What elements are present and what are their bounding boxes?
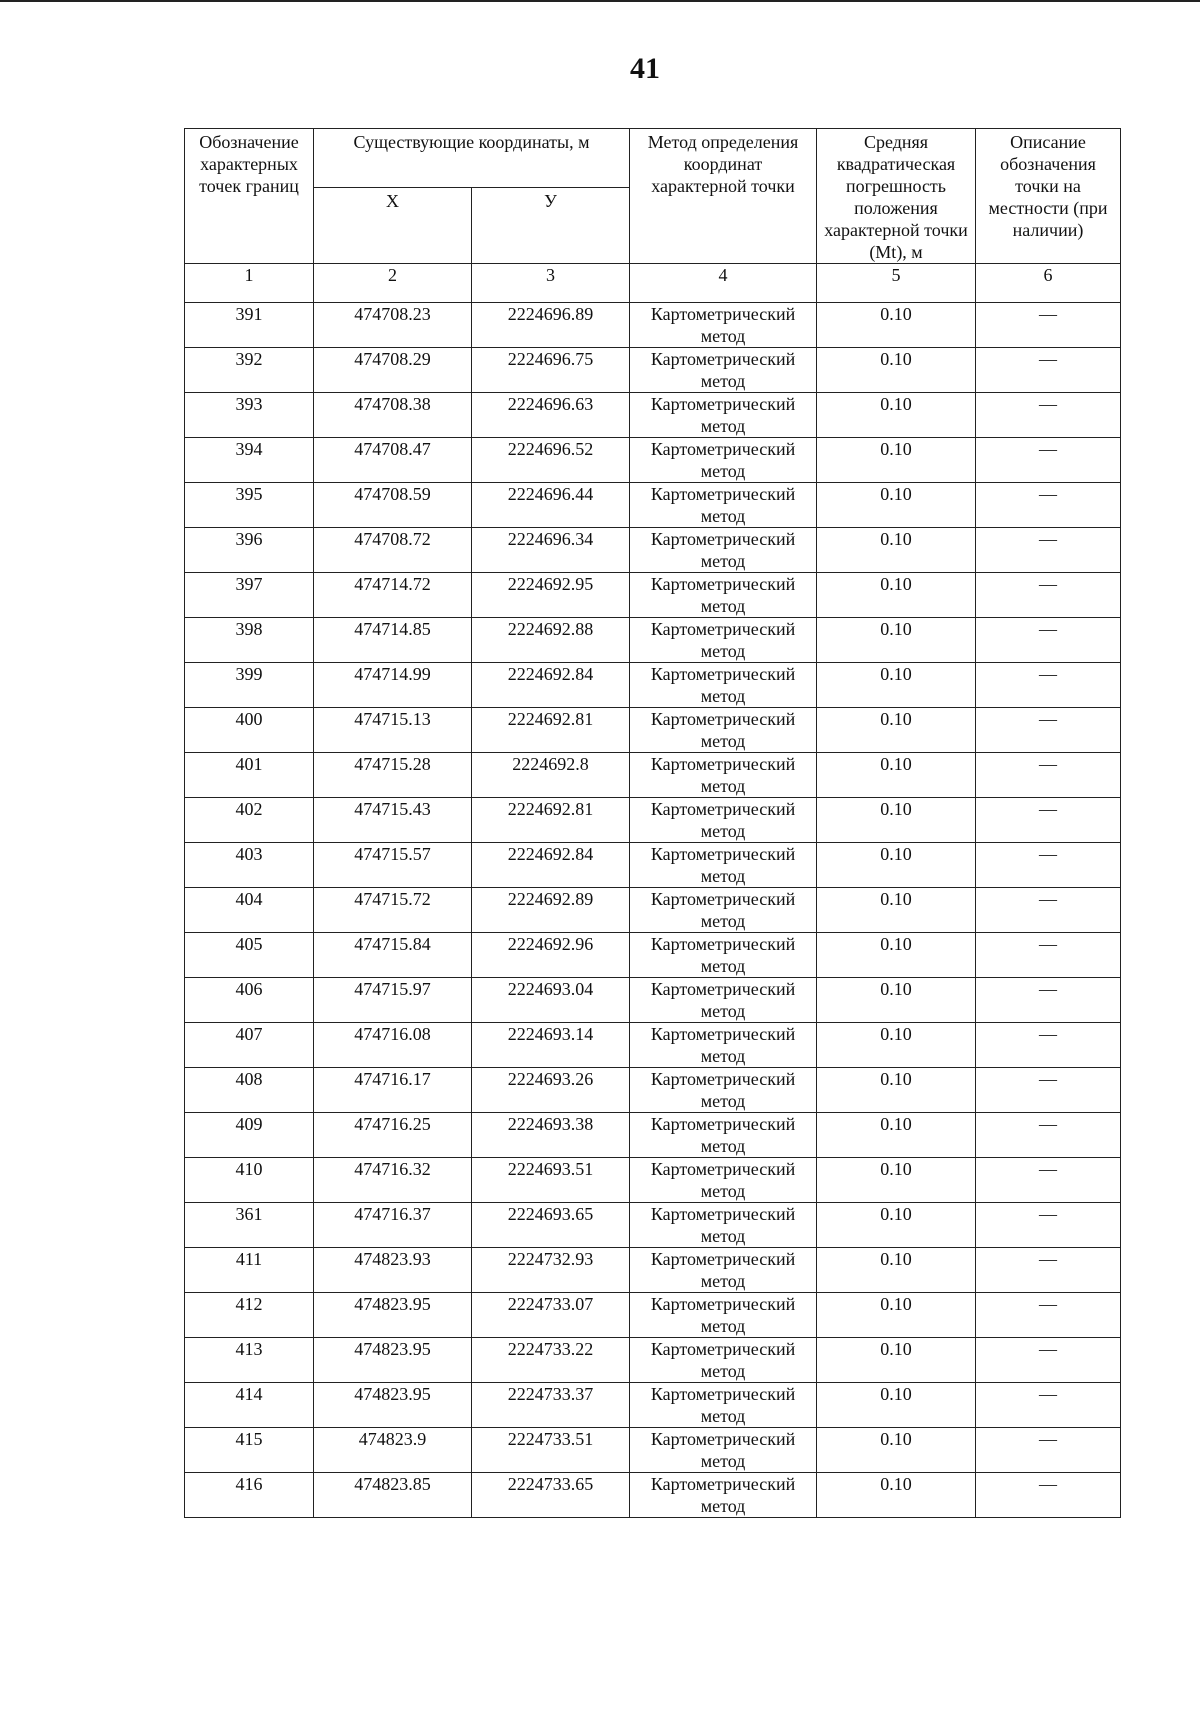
table-row (185, 303, 1121, 348)
method-cell: Картометрический метод (630, 1428, 817, 1473)
table-row (185, 393, 1121, 438)
point-number-cell: 415 (185, 1428, 314, 1473)
table-row (185, 618, 1121, 663)
description-cell: — (976, 1113, 1121, 1158)
table-row (185, 933, 1121, 978)
point-number-cell: 392 (185, 348, 314, 393)
table-row (185, 1428, 1121, 1473)
y-coordinate-cell: 2224692.96 (472, 933, 630, 978)
method-cell: Картометрический метод (630, 348, 817, 393)
x-coordinate-cell: 474715.43 (314, 798, 472, 843)
description-cell: — (976, 933, 1121, 978)
error-cell: 0.10 (817, 663, 976, 708)
x-coordinate-cell: 474823.95 (314, 1383, 472, 1428)
point-number-cell: 414 (185, 1383, 314, 1428)
description-cell: — (976, 708, 1121, 753)
table-row (185, 438, 1121, 483)
table-row (185, 888, 1121, 933)
description-cell: — (976, 1428, 1121, 1473)
header-x: X (314, 188, 472, 264)
error-cell: 0.10 (817, 1023, 976, 1068)
table-row (185, 573, 1121, 618)
y-coordinate-cell: 2224693.04 (472, 978, 630, 1023)
error-cell: 0.10 (817, 753, 976, 798)
method-cell: Картометрический метод (630, 888, 817, 933)
description-cell: — (976, 1293, 1121, 1338)
description-cell: — (976, 1068, 1121, 1113)
x-coordinate-cell: 474714.85 (314, 618, 472, 663)
x-coordinate-cell: 474716.25 (314, 1113, 472, 1158)
table-row (185, 1383, 1121, 1428)
method-cell: Картометрический метод (630, 303, 817, 348)
description-cell: — (976, 528, 1121, 573)
point-number-cell: 411 (185, 1248, 314, 1293)
y-coordinate-cell: 2224693.14 (472, 1023, 630, 1068)
error-cell: 0.10 (817, 1158, 976, 1203)
header-y: У (472, 188, 630, 264)
description-cell: — (976, 1248, 1121, 1293)
page-number: 41 (630, 52, 660, 85)
header-description: Описание обозначения точки на местности (при наличии) (976, 129, 1121, 264)
table-row (185, 1158, 1121, 1203)
y-coordinate-cell: 2224696.63 (472, 393, 630, 438)
error-cell: 0.10 (817, 843, 976, 888)
point-number-cell: 391 (185, 303, 314, 348)
x-coordinate-cell: 474708.47 (314, 438, 472, 483)
method-cell: Картометрический метод (630, 393, 817, 438)
x-coordinate-cell: 474823.9 (314, 1428, 472, 1473)
table-row (185, 483, 1121, 528)
x-coordinate-cell: 474823.95 (314, 1293, 472, 1338)
table-row (185, 798, 1121, 843)
error-cell: 0.10 (817, 348, 976, 393)
table-row (185, 348, 1121, 393)
column-number-row (185, 264, 1121, 303)
point-number-cell: 399 (185, 663, 314, 708)
error-cell: 0.10 (817, 1293, 976, 1338)
x-coordinate-cell: 474823.95 (314, 1338, 472, 1383)
point-number-cell: 404 (185, 888, 314, 933)
method-cell: Картометрический метод (630, 1158, 817, 1203)
description-cell: — (976, 1383, 1121, 1428)
x-coordinate-cell: 474714.72 (314, 573, 472, 618)
method-cell: Картометрический метод (630, 1113, 817, 1158)
description-cell: — (976, 843, 1121, 888)
table-row (185, 1113, 1121, 1158)
table-row (185, 978, 1121, 1023)
x-coordinate-cell: 474823.85 (314, 1473, 472, 1518)
method-cell: Картометрический метод (630, 1248, 817, 1293)
point-number-cell: 409 (185, 1113, 314, 1158)
y-coordinate-cell: 2224693.65 (472, 1203, 630, 1248)
description-cell: — (976, 1203, 1121, 1248)
point-number-cell: 410 (185, 1158, 314, 1203)
error-cell: 0.10 (817, 978, 976, 1023)
point-number-cell: 406 (185, 978, 314, 1023)
table-row (185, 1203, 1121, 1248)
description-cell: — (976, 573, 1121, 618)
error-cell: 0.10 (817, 483, 976, 528)
method-cell: Картометрический метод (630, 1293, 817, 1338)
table-row (185, 708, 1121, 753)
point-number-cell: 394 (185, 438, 314, 483)
method-cell: Картометрический метод (630, 663, 817, 708)
y-coordinate-cell: 2224733.65 (472, 1473, 630, 1518)
table-row (185, 1293, 1121, 1338)
y-coordinate-cell: 2224696.44 (472, 483, 630, 528)
x-coordinate-cell: 474708.59 (314, 483, 472, 528)
column-number: 2 (314, 264, 472, 303)
method-cell: Картометрический метод (630, 708, 817, 753)
method-cell: Картометрический метод (630, 483, 817, 528)
y-coordinate-cell: 2224692.95 (472, 573, 630, 618)
y-coordinate-cell: 2224696.52 (472, 438, 630, 483)
x-coordinate-cell: 474714.99 (314, 663, 472, 708)
point-number-cell: 402 (185, 798, 314, 843)
x-coordinate-cell: 474716.17 (314, 1068, 472, 1113)
point-number-cell: 403 (185, 843, 314, 888)
header-mean-square-error: Средняя квадратическая погрешность положения характерной точки (Mt), м (817, 129, 976, 264)
description-cell: — (976, 888, 1121, 933)
error-cell: 0.10 (817, 1383, 976, 1428)
x-coordinate-cell: 474708.23 (314, 303, 472, 348)
y-coordinate-cell: 2224693.26 (472, 1068, 630, 1113)
column-number: 5 (817, 264, 976, 303)
x-coordinate-cell: 474708.38 (314, 393, 472, 438)
y-coordinate-cell: 2224733.22 (472, 1338, 630, 1383)
description-cell: — (976, 753, 1121, 798)
error-cell: 0.10 (817, 1203, 976, 1248)
header-point-designation: Обозначение характерных точек границ (185, 129, 314, 264)
table-row (185, 1023, 1121, 1068)
method-cell: Картометрический метод (630, 933, 817, 978)
y-coordinate-cell: 2224692.84 (472, 843, 630, 888)
point-number-cell: 398 (185, 618, 314, 663)
y-coordinate-cell: 2224692.88 (472, 618, 630, 663)
description-cell: — (976, 438, 1121, 483)
table-row (185, 753, 1121, 798)
method-cell: Картометрический метод (630, 1473, 817, 1518)
description-cell: — (976, 618, 1121, 663)
x-coordinate-cell: 474715.28 (314, 753, 472, 798)
point-number-cell: 361 (185, 1203, 314, 1248)
error-cell: 0.10 (817, 798, 976, 843)
error-cell: 0.10 (817, 933, 976, 978)
error-cell: 0.10 (817, 708, 976, 753)
point-number-cell: 397 (185, 573, 314, 618)
table-row (185, 528, 1121, 573)
column-number: 4 (630, 264, 817, 303)
table-body (185, 303, 1121, 1518)
table-row (185, 1338, 1121, 1383)
method-cell: Картометрический метод (630, 1203, 817, 1248)
description-cell: — (976, 978, 1121, 1023)
coordinates-table (184, 128, 1121, 1518)
description-cell: — (976, 1338, 1121, 1383)
point-number-cell: 416 (185, 1473, 314, 1518)
table-row (185, 1473, 1121, 1518)
y-coordinate-cell: 2224696.34 (472, 528, 630, 573)
header-existing-coordinates: Существующие координаты, м (314, 129, 630, 188)
x-coordinate-cell: 474716.37 (314, 1203, 472, 1248)
table-row (185, 1248, 1121, 1293)
description-cell: — (976, 663, 1121, 708)
description-cell: — (976, 1158, 1121, 1203)
description-cell: — (976, 348, 1121, 393)
table-row (185, 663, 1121, 708)
y-coordinate-cell: 2224692.81 (472, 708, 630, 753)
method-cell: Картометрический метод (630, 528, 817, 573)
y-coordinate-cell: 2224693.51 (472, 1158, 630, 1203)
point-number-cell: 400 (185, 708, 314, 753)
method-cell: Картометрический метод (630, 1383, 817, 1428)
error-cell: 0.10 (817, 1338, 976, 1383)
error-cell: 0.10 (817, 1473, 976, 1518)
x-coordinate-cell: 474716.32 (314, 1158, 472, 1203)
y-coordinate-cell: 2224732.93 (472, 1248, 630, 1293)
y-coordinate-cell: 2224733.51 (472, 1428, 630, 1473)
description-cell: — (976, 1023, 1121, 1068)
error-cell: 0.10 (817, 618, 976, 663)
point-number-cell: 408 (185, 1068, 314, 1113)
y-coordinate-cell: 2224692.81 (472, 798, 630, 843)
x-coordinate-cell: 474715.13 (314, 708, 472, 753)
method-cell: Картометрический метод (630, 1068, 817, 1113)
x-coordinate-cell: 474716.08 (314, 1023, 472, 1068)
column-number: 6 (976, 264, 1121, 303)
y-coordinate-cell: 2224692.89 (472, 888, 630, 933)
header-method: Метод определения координат характерной точки (630, 129, 817, 264)
method-cell: Картометрический метод (630, 753, 817, 798)
error-cell: 0.10 (817, 888, 976, 933)
description-cell: — (976, 798, 1121, 843)
x-coordinate-cell: 474708.29 (314, 348, 472, 393)
method-cell: Картометрический метод (630, 1023, 817, 1068)
description-cell: — (976, 1473, 1121, 1518)
x-coordinate-cell: 474823.93 (314, 1248, 472, 1293)
point-number-cell: 407 (185, 1023, 314, 1068)
point-number-cell: 412 (185, 1293, 314, 1338)
error-cell: 0.10 (817, 1428, 976, 1473)
table-row (185, 843, 1121, 888)
description-cell: — (976, 483, 1121, 528)
x-coordinate-cell: 474715.84 (314, 933, 472, 978)
y-coordinate-cell: 2224696.89 (472, 303, 630, 348)
error-cell: 0.10 (817, 393, 976, 438)
error-cell: 0.10 (817, 1068, 976, 1113)
method-cell: Картометрический метод (630, 978, 817, 1023)
x-coordinate-cell: 474715.57 (314, 843, 472, 888)
method-cell: Картометрический метод (630, 573, 817, 618)
point-number-cell: 396 (185, 528, 314, 573)
method-cell: Картометрический метод (630, 843, 817, 888)
error-cell: 0.10 (817, 1113, 976, 1158)
description-cell: — (976, 303, 1121, 348)
method-cell: Картометрический метод (630, 438, 817, 483)
point-number-cell: 405 (185, 933, 314, 978)
table-row (185, 1068, 1121, 1113)
error-cell: 0.10 (817, 303, 976, 348)
x-coordinate-cell: 474708.72 (314, 528, 472, 573)
y-coordinate-cell: 2224696.75 (472, 348, 630, 393)
y-coordinate-cell: 2224692.8 (472, 753, 630, 798)
y-coordinate-cell: 2224693.38 (472, 1113, 630, 1158)
error-cell: 0.10 (817, 528, 976, 573)
y-coordinate-cell: 2224733.07 (472, 1293, 630, 1338)
method-cell: Картометрический метод (630, 798, 817, 843)
x-coordinate-cell: 474715.72 (314, 888, 472, 933)
column-number: 3 (472, 264, 630, 303)
description-cell: — (976, 393, 1121, 438)
method-cell: Картометрический метод (630, 1338, 817, 1383)
scan-edge-line (0, 0, 1200, 2)
error-cell: 0.10 (817, 438, 976, 483)
point-number-cell: 395 (185, 483, 314, 528)
point-number-cell: 401 (185, 753, 314, 798)
column-number: 1 (185, 264, 314, 303)
method-cell: Картометрический метод (630, 618, 817, 663)
y-coordinate-cell: 2224733.37 (472, 1383, 630, 1428)
point-number-cell: 393 (185, 393, 314, 438)
error-cell: 0.10 (817, 573, 976, 618)
error-cell: 0.10 (817, 1248, 976, 1293)
point-number-cell: 413 (185, 1338, 314, 1383)
y-coordinate-cell: 2224692.84 (472, 663, 630, 708)
x-coordinate-cell: 474715.97 (314, 978, 472, 1023)
